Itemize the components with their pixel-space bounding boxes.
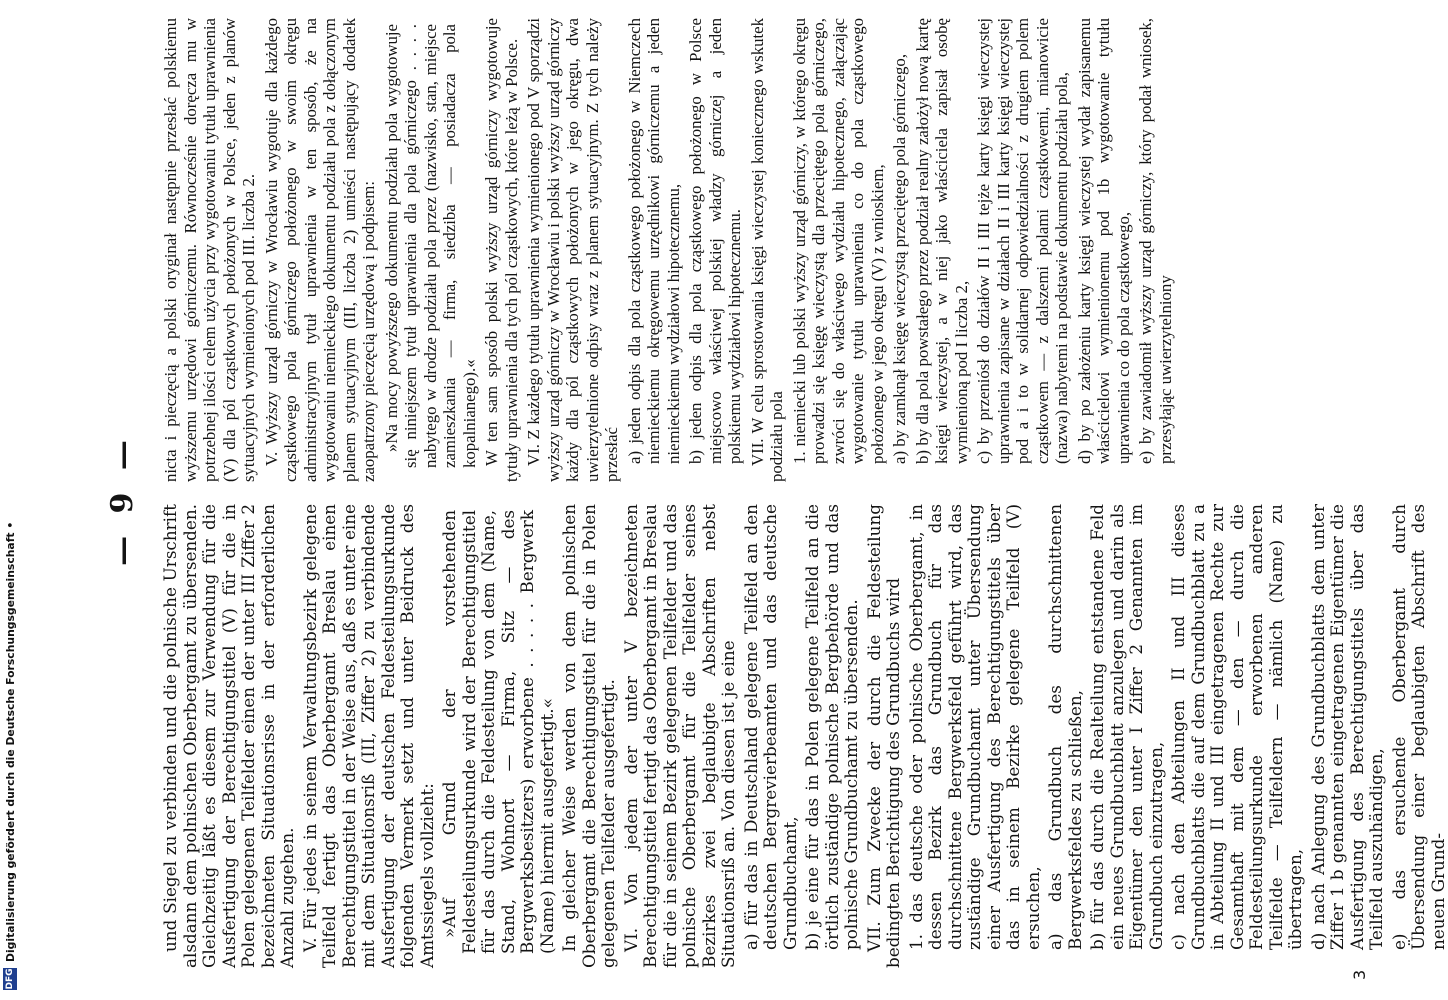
polish-paragraph: nicta i pieczęcią a polski oryginał następnie przesłać polskiemu wyższemu urzędowi górniczemu. Równocześnie doręcza mu w potrzebnej ilości celem użycia przy wygotowaniu tytułu uprawnienia (V) dla pól cząstkowych położonych w Polsce, jeden z planów sytuacyjnych wymienionych pod III. liczba 2. [161,18,258,482]
polish-list-item: b) jeden odpis dla pola cząstkowego położonego w Polsce miejscowo właściwej polskiej władzy górniczej a jeden polskiemu wydziałowi hipotecznemu. [686,18,744,464]
german-paragraph: und Siegel zu verbinden und die polnische Urschrift alsdann dem polnischen Oberbergamt zu übersenden. Gleichzeitig läßt es diesem zur Verwendung für die Ausfertigung der Berechtigungstitel (V) für die in Polen gelegenen Teilfelder einen der unter III Ziffer 2 bezeichneten Situationsrisse in der erforderlichen Anzahl zugehen. [160,504,297,968]
german-list-item: b) für das durch die Realteilung entstandene Feld ein neues Grundbuchblatt anzulegen und darin als Eigentümer den unter I Ziffer 2 Genannten im Grundbuch einzutragen, [1087,504,1166,950]
polish-column [161,18,1425,482]
polish-list-item: c) by przeniósł do działów II i III tejże karty księgi wieczystej uprawnienia zapisane w działach II i III karty księgi wieczystej pod a i to w solidarnej odpowiedzialności z drugiem polem cząstkowem — z dalszemi polami cząstkowemi, mianowicie (nazwa) nabytemi na podstawie dokumentu podziału pola, [974,18,1071,464]
digitization-note [0,0,24,1000]
polish-list-item: d) by po założeniu karty księgi wieczystej wydał zapisanemu właścicielowi wymienionemu pod 1b wygotowanie tytułu uprawnienia co do pola cząstkowego, [1074,18,1133,464]
german-list-item: c) nach den Abteilungen II und III dieses Grundbuchblatts die auf dem Grundbuchblatt zu a in Abteilung II und III eingetragenen Rechte zur Gesamthaft mit dem — den — durch die Feldesteilungsurkunde erworbenen anderen Teilfelde — Teilfeldern — nämlich (Name) zu übertragen, [1168,504,1305,950]
polish-paragraph: VI. Z każdego tytułu uprawnienia wymienionego pod V sporządzi wyższy urząd górniczy w Wrocławiu i polski wyższy urząd górniczy każdy dla pól cząstkowych położonych w jego okręgu, dwa uwierzytelnione odpisy wraz z planem sytuacyjnym. Z tych należy przesłać [524,18,621,482]
polish-list-item: a) by zamknął księgę wieczystą przeciętego pola górniczego, [890,53,909,464]
polish-paragraph: W ten sam sposób polski wyższy urząd górniczy wygotowuje tytuły uprawnienia dla tych pól cząstkowych, które leżą w Polsce. [482,18,521,482]
digitization-text: Digitalisierung gefördert durch die Deutsche Forschungsgemeinschaft • [4,521,17,962]
page-number: — 9 — [105,434,140,566]
german-paragraph: VI. Von jedem der unter V bezeichneten Berechtigungstitel fertigt das Oberbergamt in Breslau für die in seinem Bezirk gelegenen Teilfelder und das polnische Oberbergamt für die Teilfelder seines Bezirkes zwei beglaubigte Abschriften nebst Situationsriß an. Von diesen ist je eine [620,504,738,968]
polish-list-item: 1. niemiecki lub polski wyższy urząd górniczy, w którego okręgu prowadzi się księgę wieczystą dla przeciętego pola górniczego, zwróci się do właściwego wydziału hipotecznego, załączając wygotowanie tytułu uprawnienia co do pola cząstkowego położonego w jego okręgu (V) z wnioskiem, [789,18,887,464]
footer-page-number: 3 [1350,969,1369,980]
german-paragraph: V. Für jedes in seinem Verwaltungsbezirk gelegene Teilfeld fertigt das Oberbergamt Breslau einen Berechtigungstitel in der Weise aus, daß es unter eine mit dem Situationsriß (III, Ziffer 2) zu verbindende Ausfertigung der deutschen Feldesteilungsurkunde folgenden Vermerk setzt und unter Beidruck des Amtssiegels vollzieht: [299,504,437,968]
german-quote: »Auf Grund der vorstehenden Feldesteilungsurkunde wird der Berechtigungstitel für das durch die Feldesteilung von dem (Name, Stand, Wohnort — Firma, Sitz — des Bergwerksbesitzers) erworbene . . . . . Bergwerk (Name) hiermit ausgefertigt.« [439,510,557,954]
polish-paragraph: V. Wyższy urząd górniczy w Wrocławiu wygotuje dla każdego cząstkowego pola górniczego położonego w swoim okręgu administracyjnym tytuł uprawnienia w ten sposób, że na wygotowaniu niemieckiego dokumentu podziału pola z dołączonym planem sytuacyjnym (III, liczba 2) umieści następujący dodatek zaopatrzony pieczęcią urzędową i podpisem: [261,18,378,482]
dfg-logo: DFG [5,968,15,990]
polish-paragraph: VII. W celu sprostowania księgi wieczystej koniecznego wskutek podziału pola [747,18,786,482]
german-list-item: b) je eine für das in Polen gelegene Teilfeld an die örtlich zuständige polnische Bergbehörde und das polnische Grundbuchamt zu übersenden. [802,504,861,950]
german-list-item: 1. das deutsche oder polnische Oberbergamt, in dessen Bezirk das Grundbuch für das durchschnittene Bergwerksfeld geführt wird, das zuständige Grundbuchamt unter Übersendung einer Ausfertigung des Berechtigungstitels über das in seinem Bezirke gelegene Teilfeld (V) ersuchen, [905,504,1043,950]
german-paragraph: In gleicher Weise werden von dem polnischen Oberbergamt die Berechtigungstitel für die in Polen gelegenen Teilfelder ausgefertigt. [559,504,618,968]
german-list-item: a) für das in Deutschland gelegene Teilfeld an den deutschen Bergrevierbeamten und das deutsche Grundbuchamt, [740,504,800,950]
polish-list-item: e) by zawiadomił wyższy urząd górniczy, który podał wniosek, przesyłając uwierzytelniony [1136,18,1175,464]
german-list-item: d) nach Anlegung des Grundbuchblatts dem unter Ziffer 1 b genannten eingetragenen Eigentümer die Ausfertigung des Berechtigungstitels über das Teilfeld auszuhändigen, [1307,504,1386,950]
german-column [160,504,1448,968]
polish-list-item: a) jeden odpis dla pola cząstkowego położonego w Niemczech niemieckiemu okręgowemu urzędnikowi górniczemu a jeden niemieckiemu wydziałowi hipotecznemu, [624,18,683,464]
rotated-page [105,0,1448,1000]
german-list-item: e) das ersuchende Oberbergamt durch Übersendung einer beglaubigten Abschrift des neuen Grund- [1388,504,1448,950]
german-paragraph: VII. Zum Zwecke der durch die Feldesteilung bedingten Berichtigung des Grundbuchs wird [863,504,903,968]
polish-quote: »Na mocy powyższego dokumentu podziału pola wygotowuje się niniejszem tytuł uprawnienia dla pola górniczego . . . . nabytego w drodze podziału pola przez (nazwisko, stan, miejsce zamieszkania — firma, siedziba — posiadacza pola kopalnianego).« [381,24,479,468]
german-list-item: a) das Grundbuch des durchschnittenen Bergwerksfeldes zu schließen, [1045,504,1085,950]
polish-list-item: b) by dla pola powstałego przez podział realny założył nową kartę księgi wieczystej, a w niej jako właściciela zapisał osobę wymienioną pod I liczba 2, [912,18,971,464]
